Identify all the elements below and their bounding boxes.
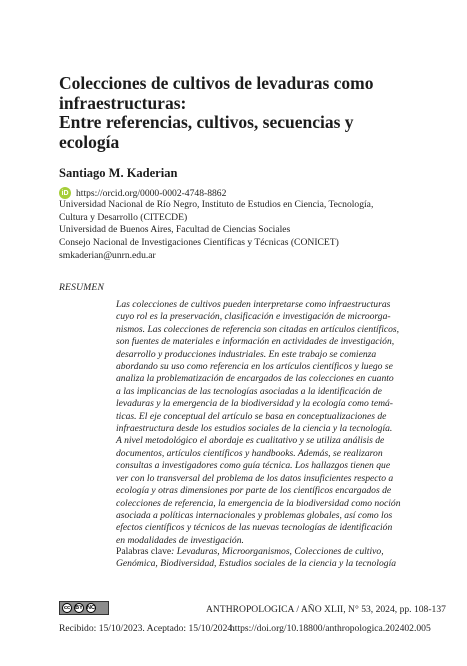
affiliation-line: Universidad Nacional de Río Negro, Instituto de Estudios en Ciencia, Tecnología, (59, 199, 374, 210)
by-icon: BY (75, 605, 83, 611)
creative-commons-icon[interactable] (59, 601, 109, 615)
abstract-line: asociada a políticas internacionales y problemas globales, así como los (116, 509, 393, 521)
abstract-body (116, 299, 407, 547)
abstract-line: abordando su uso como referencia en los artículos científicos y luego se (116, 361, 393, 373)
orcid-row (59, 186, 226, 200)
abstract-line: A nivel metodológico el abordaje es cualitativo y se utiliza análisis de (116, 435, 385, 447)
abstract-line: cuyo rol es la preservación, clasificación e investigación de microorga- (116, 311, 391, 323)
keywords (116, 546, 407, 571)
abstract-line: efectos científicos y técnicos de las nuevas tecnologías de identificación (116, 522, 393, 534)
abstract-line: Las colecciones de cultivos pueden interpretarse como infraestructuras (116, 299, 391, 310)
keywords-line (116, 546, 407, 558)
nc-icon: NC (87, 605, 95, 611)
abstract-line: en modalidades de investigación. (116, 534, 244, 546)
keywords-label: Palabras clave (116, 546, 172, 557)
journal-citation: ANTHROPOLOGICA / AÑO XLII, N° 53, 2024, pp. 108-137 (206, 604, 446, 615)
abstract-heading: RESUMEN (59, 282, 105, 293)
abstract-line: son fuentes de materiales e información en actividades de investigación, (116, 336, 395, 348)
affiliations (59, 199, 419, 263)
author-email[interactable]: smkaderian@unrn.edu.ar (59, 249, 156, 261)
abstract-line: infraestructura desde los estudios sociales de la ciencia y la tecnología. (116, 423, 393, 435)
title-line: ecología (59, 131, 120, 152)
title-line: Colecciones de cultivos de levaduras como (59, 73, 374, 93)
article-title (59, 74, 419, 152)
title-line: Entre referencias, cultivos, secuencias y (59, 112, 354, 132)
abstract-line: desarrollo y producciones industriales. En este trabajo se comienza (116, 348, 377, 360)
cc-icon: cc (63, 605, 71, 611)
affiliation-line: Universidad de Buenos Aires, Facultad de Ciencias Sociales (59, 224, 291, 236)
orcid-link[interactable]: https://orcid.org/0000-0002-4748-8862 (76, 187, 227, 199)
abstract-line: levaduras y la emergencia de la biodiversidad y la ecología como temá- (116, 398, 393, 410)
abstract-line: documentos, artículos científicos y handbooks. Además, se realizaron (116, 447, 383, 459)
abstract-line: ver con lo transversal del problema de los datos insuficientes respecto a (116, 472, 394, 484)
affiliation-line: Consejo Nacional de Investigaciones Científicas y Técnicas (CONICET) (59, 237, 339, 249)
abstract-line: colecciones de referencia, la emergencia de la biodiversidad como noción (116, 497, 401, 509)
keywords-values: Genómica, Biodiversidad, Estudios sociales de la ciencia y la tecnología (116, 558, 397, 570)
doi-link[interactable]: https://doi.org/10.18800/anthropologica.202402.005 (230, 623, 431, 634)
abstract-line: a las implicancias de las tecnologías asociadas a la identificación de (116, 385, 382, 397)
affiliation-line: Cultura y Desarrollo (CITECDE) (59, 211, 188, 223)
abstract-line: nismos. Las colecciones de referencia son citadas en artículos científicos, (116, 323, 400, 335)
abstract-line: consultas a investigadores como guía técnica. Los hallazgos tienen que (116, 460, 391, 472)
orcid-icon: iD (59, 187, 71, 199)
abstract-line: analiza la problematización de encargados de las colecciones en cuanto (116, 373, 394, 385)
title-line: infraestructuras: (59, 92, 187, 113)
abstract-line: ecología y otras dimensiones por parte de los científicos encargados de (116, 485, 392, 497)
received-dates: Recibido: 15/10/2023. Aceptado: 15/10/2024. (59, 623, 235, 634)
author-name: Santiago M. Kaderian (59, 166, 178, 180)
abstract-line: ticas. El eje conceptual del artículo se basa en conceptualizaciones de (116, 410, 387, 422)
keywords-values: : Levaduras, Microorganismos, Colecciones de cultivo, (171, 546, 384, 557)
